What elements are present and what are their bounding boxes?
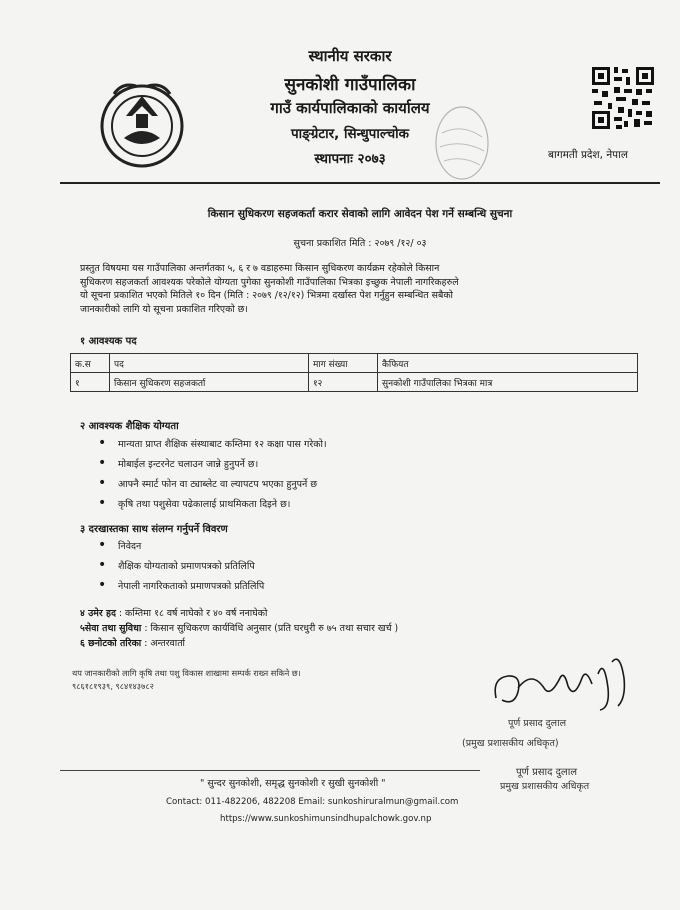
paragraph-line: जानकारीको लागि यो सूचना प्रकाशित गरिएको छ। — [80, 303, 248, 315]
header-divider — [60, 182, 660, 184]
age-limit — [80, 606, 267, 619]
positions-table — [70, 353, 638, 392]
qualification-list — [96, 437, 327, 517]
table-row — [71, 373, 638, 392]
signatory-title: (प्रमुख प्रशासकीय अधिकृत) — [462, 738, 559, 749]
established-year: स्थापनाः २०७३ — [314, 151, 386, 167]
list-item: • शैक्षिक योग्यताको प्रमाणपत्रको प्रतिलिपि — [96, 559, 264, 572]
contact-phones: ९८६१८१९३९, ९८४१४३७८२ — [72, 681, 154, 691]
municipality-name: सुनकोशी गाउँपालिका — [284, 75, 416, 95]
table-header-row — [71, 354, 638, 373]
list-item: • मोबाईल इन्टरनेट चलाउन जान्ने हुनुपर्ने छ। — [96, 457, 327, 470]
table-cell: किसान सुधिकरण सहजकर्ता — [110, 373, 309, 392]
service-benefits — [80, 621, 398, 634]
table-cell: १ — [71, 373, 110, 392]
list-item: • कृषि तथा पशुसेवा पढेकालाई प्राथमिकता दिइने छ। — [96, 497, 327, 510]
section-2-heading: २ आवश्यक शैक्षिक योग्यता — [80, 421, 179, 432]
list-item: • आफ्नै स्मार्ट फोन वा ट्याब्लेट वा ल्यापटप भएका हुनुपर्ने छ — [96, 477, 327, 490]
selection-method-label: ६ छनोटको तरिका — [80, 638, 142, 649]
age-limit-label: ४ उमेर हद — [80, 608, 116, 619]
footer-website[interactable]: https://www.sunkoshimunsindhupalchowk.gov.np — [220, 814, 432, 824]
signatory-name: पूर्ण प्रसाद दुलाल — [508, 718, 567, 729]
section-1-heading: १ आवश्यक पद — [80, 336, 137, 347]
office-name: गाउँ कार्यपालिकाको कार्यालय — [270, 99, 430, 117]
province-label: बागमती प्रदेश, नेपाल — [548, 149, 628, 161]
stamp-name: पूर्ण प्रसाद दुलाल — [516, 767, 578, 778]
footer-divider — [60, 770, 480, 771]
list-item: • नेपाली नागरिकताको प्रमाणपत्रको प्रतिलिपि — [96, 579, 264, 592]
service-benefits-label: ५सेवा तथा सुविधा — [80, 623, 142, 634]
selection-method — [80, 636, 185, 649]
paragraph-line: प्रस्तुत विषयमा यस गाउँपालिका अन्तर्गतका ५, ६ र ७ वडाहरुमा किसान सुधिकरण कार्यक्रम रहेकोले किसान — [80, 263, 440, 274]
table-cell: १२ — [309, 373, 378, 392]
contact-note: थप जानकारीको लागि कृषि तथा पशु विकास शाखामा सम्पर्क राख्न सकिने छ। — [72, 668, 301, 678]
notice-title: किसान सुधिकरण सहजकर्ता करार सेवाको लागि आवेदन पेश गर्ने सम्बन्धि सुचना — [207, 208, 513, 220]
handwritten-signature-icon — [488, 648, 638, 718]
selection-method-text: : अन्तरवार्ता — [144, 638, 185, 649]
qr-code-icon — [590, 65, 656, 131]
paragraph-line: यो सूचना प्रकाशित भएको मितिले १० दिन (मिति : २०७९ /१२/१२) भित्रमा दर्खास्त पेश गर्नुहुन सम्बन्धित सबैको — [80, 290, 453, 302]
footer-slogan: " सुन्दर सुनकोशी, समृद्ध सुनकोशी र सुखी सुनकोशी " — [200, 778, 386, 789]
notice-paragraph — [80, 262, 640, 316]
documents-list — [96, 539, 264, 599]
age-limit-text: : कम्तिमा १८ वर्ष नाघेको र ४० वर्ष ननाघेको — [118, 608, 268, 619]
table-header-cell: कैफियत — [378, 354, 638, 373]
table-header-cell: माग संख्या — [309, 354, 378, 373]
table-cell: सुनकोशी गाउँपालिका भित्रका मात्र — [378, 373, 638, 392]
stamp-title: प्रमुख प्रशासकीय अधिकृत — [500, 781, 590, 792]
service-benefits-text: : किसान सुधिकरण कार्यविधि अनुसार (प्रति घरधुरी रु ७५ तथा सचार खर्च ) — [144, 623, 399, 634]
table-header-cell: पद — [110, 354, 309, 373]
office-address: पाङ्ग्रेटार, सिन्धुपाल्चोक — [290, 126, 410, 142]
publication-date: सुचना प्रकाशित मिति : २०७९ /१२/ ०३ — [293, 238, 427, 249]
section-3-heading: ३ दरखास्तका साथ संलग्न गर्नुपर्ने विवरण — [80, 524, 228, 535]
header-line-1: स्थानीय सरकार — [308, 47, 392, 65]
paragraph-line: सुधिकरण सहजकर्ता आवश्यक परेकोले योग्यता पुगेका सुनकोशी गाउँपालिका भित्रका इच्छुक नेपाली नागरिकहरुले — [80, 276, 459, 288]
list-item: • मान्यता प्राप्त शैक्षिक संस्थाबाट कम्तिमा १२ कक्षा पास गरेको। — [96, 437, 327, 450]
footer-contact: Contact: 011-482206, 482208 Email: sunkoshiruralmun@gmail.com — [166, 797, 459, 807]
office-stamp-icon — [432, 103, 492, 183]
list-item: • निवेदन — [96, 539, 264, 552]
nepal-emblem-icon — [96, 76, 188, 168]
table-header-cell: क.स — [71, 354, 110, 373]
